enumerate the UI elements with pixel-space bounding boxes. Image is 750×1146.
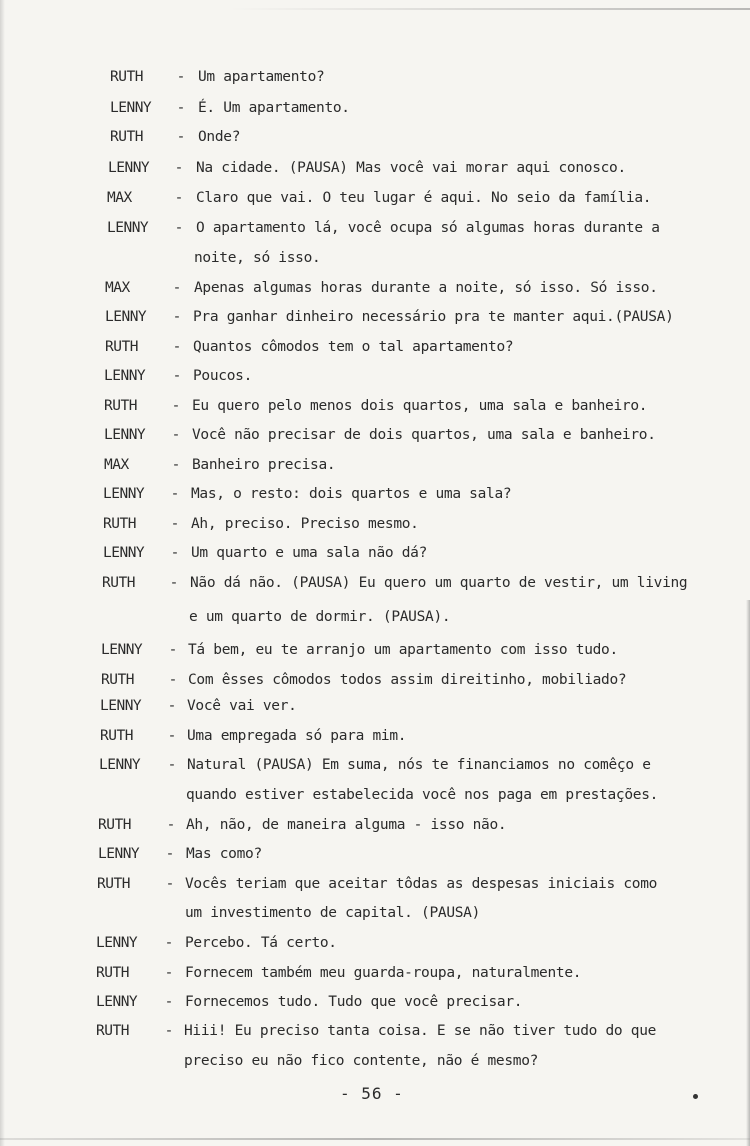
dialogue-text: Ah, preciso. Preciso mesmo. xyxy=(191,516,419,532)
dialogue-text: Vocês teriam que aceitar tôdas as despesas iniciais como xyxy=(185,876,658,892)
dialogue-dash: - xyxy=(168,672,178,688)
dialogue-dash: - xyxy=(164,965,174,981)
speaker-name: LENNY xyxy=(108,160,150,176)
scan-top-edge xyxy=(230,8,750,10)
dialogue-dash: - xyxy=(171,427,181,443)
dialogue-text: Um apartamento? xyxy=(198,69,325,85)
page-number: - 56 - xyxy=(340,1084,404,1103)
dialogue-dash: - xyxy=(164,1023,174,1039)
dialogue-text: Você vai ver. xyxy=(187,698,297,714)
speaker-name: LENNY xyxy=(110,100,152,116)
dialogue-text: Claro que vai. O teu lugar é aqui. No seio da família. xyxy=(196,190,652,206)
speaker-name: LENNY xyxy=(96,994,138,1010)
dialogue-text: Fornecemos tudo. Tudo que você precisar. xyxy=(185,994,523,1010)
dialogue-dash: - xyxy=(172,309,182,325)
speaker-name: RUTH xyxy=(98,817,131,833)
dialogue-dash: - xyxy=(170,516,180,532)
dialogue-dash: - xyxy=(167,728,177,744)
ink-dot xyxy=(693,1094,698,1099)
speaker-name: RUTH xyxy=(97,876,130,892)
dialogue-dash: - xyxy=(174,190,184,206)
scan-right-edge xyxy=(746,600,750,1146)
dialogue-text: Ah, não, de maneira alguma - isso não. xyxy=(186,817,507,833)
dialogue-text: Quantos cômodos tem o tal apartamento? xyxy=(193,339,514,355)
speaker-name: RUTH xyxy=(110,129,143,145)
dialogue-dash: - xyxy=(176,69,186,85)
speaker-name: RUTH xyxy=(104,398,137,414)
dialogue-text: O apartamento lá, você ocupa só algumas horas durante a xyxy=(196,220,660,236)
speaker-name: LENNY xyxy=(103,486,145,502)
speaker-name: LENNY xyxy=(101,642,143,658)
dialogue-dash: - xyxy=(170,545,180,561)
speaker-name: RUTH xyxy=(105,339,138,355)
speaker-name: LENNY xyxy=(103,545,145,561)
dialogue-dash: - xyxy=(172,339,182,355)
speaker-name: RUTH xyxy=(96,1023,129,1039)
speaker-name: RUTH xyxy=(101,672,134,688)
scan-left-edge xyxy=(0,0,5,1146)
dialogue-dash: - xyxy=(172,280,182,296)
speaker-name: RUTH xyxy=(110,69,143,85)
speaker-name: MAX xyxy=(107,190,132,206)
dialogue-dash: - xyxy=(174,220,184,236)
speaker-name: LENNY xyxy=(105,309,147,325)
dialogue-continuation: e um quarto de dormir. (PAUSA). xyxy=(189,609,451,625)
dialogue-dash: - xyxy=(171,457,181,473)
speaker-name: MAX xyxy=(105,280,130,296)
dialogue-dash: - xyxy=(171,398,181,414)
speaker-name: LENNY xyxy=(100,698,142,714)
speaker-name: RUTH xyxy=(102,575,135,591)
scan-bottom-edge xyxy=(0,1138,750,1140)
dialogue-text: Apenas algumas horas durante a noite, só isso. Só isso. xyxy=(194,280,658,296)
speaker-name: LENNY xyxy=(99,757,141,773)
dialogue-dash: - xyxy=(174,160,184,176)
dialogue-dash: - xyxy=(176,129,186,145)
dialogue-text: Natural (PAUSA) Em suma, nós te financiamos no comêço e xyxy=(187,757,651,773)
dialogue-dash: - xyxy=(170,486,180,502)
dialogue-dash: - xyxy=(168,642,178,658)
speaker-name: LENNY xyxy=(107,220,149,236)
speaker-name: LENNY xyxy=(104,368,146,384)
dialogue-text: Com êsses cômodos todos assim direitinho, mobiliado? xyxy=(188,672,627,688)
dialogue-dash: - xyxy=(165,876,175,892)
dialogue-dash: - xyxy=(164,935,174,951)
dialogue-dash: - xyxy=(165,846,175,862)
dialogue-text: Poucos. xyxy=(193,368,253,384)
dialogue-text: Onde? xyxy=(198,129,241,145)
dialogue-dash: - xyxy=(166,817,176,833)
speaker-name: RUTH xyxy=(96,965,129,981)
speaker-name: LENNY xyxy=(104,427,146,443)
dialogue-dash: - xyxy=(169,575,179,591)
dialogue-continuation: quando estiver estabelecida você nos paga em prestações. xyxy=(186,787,659,803)
dialogue-text: Percebo. Tá certo. xyxy=(185,935,337,951)
dialogue-text: Não dá não. (PAUSA) Eu quero um quarto de vestir, um living xyxy=(190,575,688,591)
dialogue-dash: - xyxy=(167,757,177,773)
dialogue-text: Mas, o resto: dois quartos e uma sala? xyxy=(191,486,512,502)
dialogue-text: Na cidade. (PAUSA) Mas você vai morar aqui conosco. xyxy=(196,160,626,176)
dialogue-dash: - xyxy=(172,368,182,384)
dialogue-text: Banheiro precisa. xyxy=(192,457,336,473)
dialogue-text: Você não precisar de dois quartos, uma sala e banheiro. xyxy=(192,427,656,443)
dialogue-text: Eu quero pelo menos dois quartos, uma sala e banheiro. xyxy=(192,398,648,414)
dialogue-text: Um quarto e uma sala não dá? xyxy=(191,545,428,561)
dialogue-text: Mas como? xyxy=(186,846,262,862)
dialogue-text: Hiii! Eu preciso tanta coisa. E se não tiver tudo do que xyxy=(184,1023,657,1039)
speaker-name: LENNY xyxy=(98,846,140,862)
dialogue-continuation: um investimento de capital. (PAUSA) xyxy=(185,905,481,921)
dialogue-dash: - xyxy=(164,994,174,1010)
speaker-name: RUTH xyxy=(103,516,136,532)
dialogue-continuation: preciso eu não fico contente, não é mesmo? xyxy=(184,1053,539,1069)
dialogue-text: Uma empregada só para mim. xyxy=(187,728,407,744)
speaker-name: LENNY xyxy=(96,935,138,951)
dialogue-text: Pra ganhar dinheiro necessário pra te manter aqui.(PAUSA) xyxy=(193,309,674,325)
dialogue-continuation: noite, só isso. xyxy=(194,250,321,266)
dialogue-text: Fornecem também meu guarda-roupa, naturalmente. xyxy=(185,965,582,981)
dialogue-text: Tá bem, eu te arranjo um apartamento com isso tudo. xyxy=(188,642,618,658)
speaker-name: MAX xyxy=(104,457,129,473)
dialogue-text: É. Um apartamento. xyxy=(198,100,350,116)
speaker-name: RUTH xyxy=(100,728,133,744)
dialogue-dash: - xyxy=(176,100,186,116)
dialogue-dash: - xyxy=(167,698,177,714)
